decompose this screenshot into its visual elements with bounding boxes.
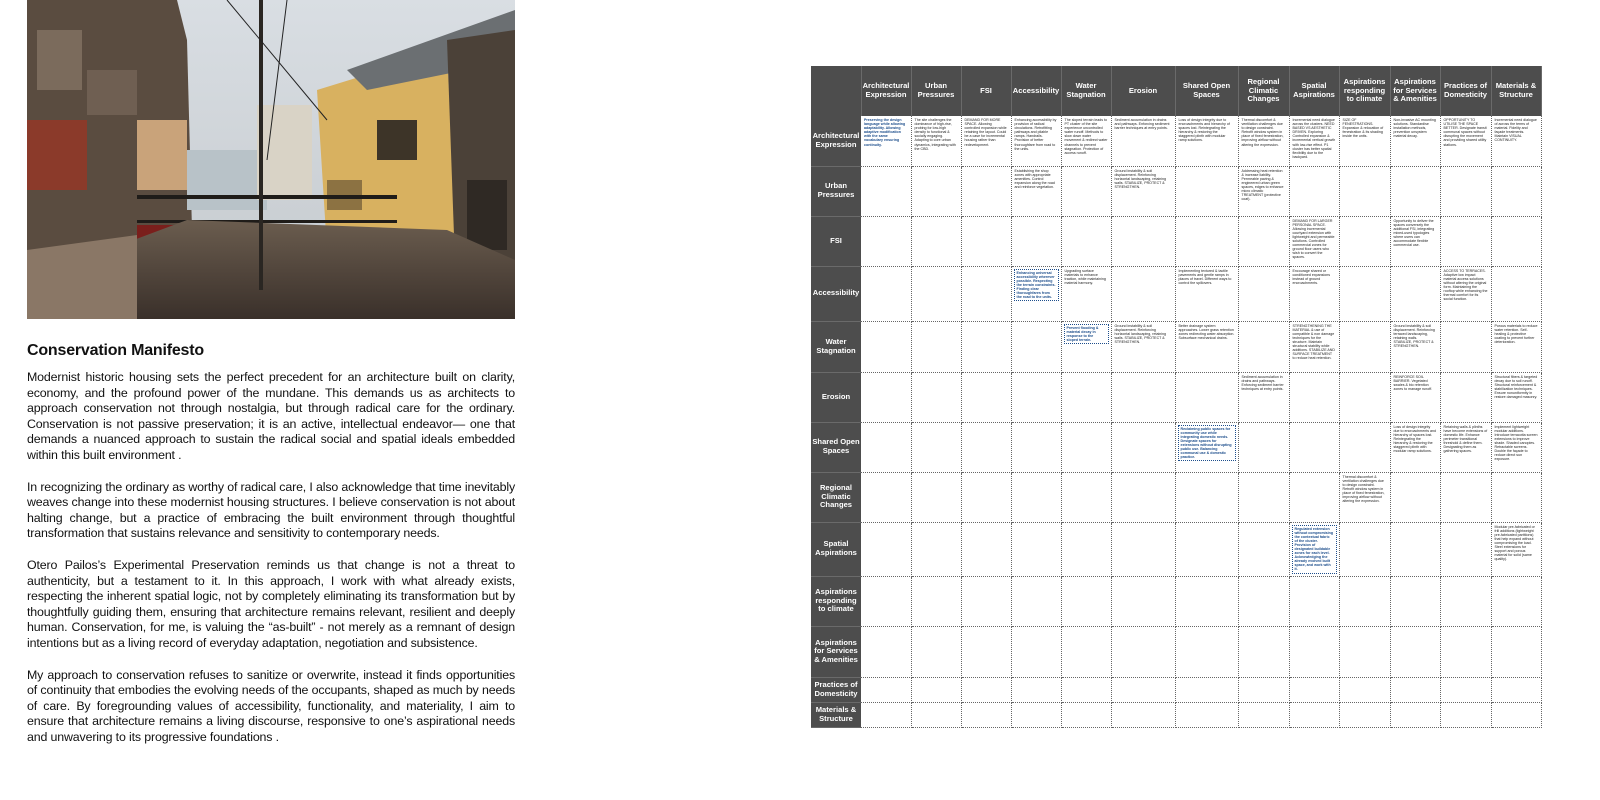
matrix-column-header: FSI [961, 66, 1011, 116]
matrix-cell [1011, 522, 1061, 576]
matrix-cell-text: Incremental need dialogue of across the terms of material. Fidelity and façade treatments. Maintain VISUAL CONTINUITY. [1494, 118, 1537, 143]
matrix-cell [861, 626, 911, 677]
matrix-cell [1061, 166, 1111, 216]
matrix-row-header: Urban Pressures [811, 166, 861, 216]
matrix-cell [1289, 576, 1339, 626]
matrix-cell [1339, 166, 1390, 216]
matrix-cell [1061, 472, 1111, 522]
matrix-cell [1238, 677, 1289, 702]
matrix-cell [1238, 372, 1289, 422]
matrix-cell [1011, 626, 1061, 677]
matrix-cell [1111, 702, 1175, 727]
matrix-cell [1238, 422, 1289, 472]
matrix-row-header: Materials & Structure [811, 702, 861, 727]
matrix-cell [1491, 677, 1541, 702]
matrix-cell [911, 576, 961, 626]
matrix-row [811, 702, 1541, 727]
matrix-column-header: Architectural Expression [861, 66, 911, 116]
matrix-cell [1061, 116, 1111, 166]
matrix-cell [1390, 626, 1440, 677]
matrix-cell [1440, 216, 1491, 266]
matrix-cell [1011, 472, 1061, 522]
matrix-cell [1111, 166, 1175, 216]
matrix-cell-text: Loss of design integrity due to encroachments and hierarchy of spaces lost. Reintegrating the hierarchy & restoring the staggered plinth with modular ramp solutions. [1178, 118, 1230, 143]
matrix-cell [1111, 321, 1175, 372]
matrix-cell [1061, 266, 1111, 321]
matrix-cell [861, 576, 911, 626]
matrix-cell [1289, 216, 1339, 266]
matrix-row-header: Spatial Aspirations [811, 522, 861, 576]
matrix-cell-text: ACCESS TO TERRACES. Adaptive low impact material access solutions without altering the original form. Maintaining the rooftop while enhancing the thermal comfort for its social function. [1443, 268, 1488, 302]
matrix-cell-text: Modular pre-fabricated or frill additions (lightweight pre-fabricated partitions) that help expand without compromising the load. Steel extensions for support and porous material for solid (same quality). [1494, 524, 1535, 562]
matrix-cell [1390, 266, 1440, 321]
matrix-row-header: Aspirations responding to climate [811, 576, 861, 626]
matrix-cell [1175, 166, 1238, 216]
matrix-row [811, 216, 1541, 266]
matrix-cell-key-strategy: Prevent flooding & material decay in response to the sloped terrain. [1064, 324, 1109, 344]
matrix-cell-text: Incremental need dialogue across the clusters. NEED BASED VS AESTHETIC DRIVEN. Exploring Controlled expansion & incremental vertical growth with low-rise effect. P1 cluster has better spatial flexibility due to the backyard. [1292, 118, 1336, 159]
matrix-row-header: Water Stagnation [811, 321, 861, 372]
matrix-cell-text: REINFORCE SOIL BARRIER. Vegetated swales & bio retention zones to manage runoff. [1393, 374, 1433, 391]
matrix-cell [1491, 522, 1541, 576]
matrix-cell [1339, 116, 1390, 166]
matrix-cell [1491, 472, 1541, 522]
matrix-cell [1011, 702, 1061, 727]
matrix-cell [911, 522, 961, 576]
matrix-row-header: Practices of Domesticity [811, 677, 861, 702]
matrix-cell [1339, 626, 1390, 677]
matrix-cell-text: SIZE OF FENESTRATIONS. Expansion & relocation of fenestration & its shading inside the units. [1342, 118, 1384, 139]
matrix-cell [961, 166, 1011, 216]
matrix-cell [1390, 422, 1440, 472]
matrix-cell [861, 472, 911, 522]
matrix-row-header: Accessibility [811, 266, 861, 321]
matrix-cell [1491, 576, 1541, 626]
matrix-cell-text: Implementing textured & tactile pavements and gentle ramps in places of travel. Different ways to control the spillovers. [1178, 268, 1232, 285]
matrix-cell [961, 422, 1011, 472]
matrix-cell-text: The site challenges the dominance of high-rise, probing for low-high density to functional & socially engaging. Adapting to core urban dynamics, integrating with the CBD. [914, 118, 956, 151]
matrix-cell [1011, 266, 1061, 321]
matrix-row [811, 576, 1541, 626]
matrix-cell [911, 702, 961, 727]
matrix-cell [861, 677, 911, 702]
matrix-cell [1390, 216, 1440, 266]
matrix-cell [1175, 372, 1238, 422]
matrix-cell [1061, 321, 1111, 372]
matrix-cell-text: Opportunity to deliver the spaces conversely the additional FSI, integrating mixed-used typologies where users can accommodate flexible commercial use. [1393, 218, 1435, 248]
matrix-cell [1238, 472, 1289, 522]
matrix-corner [811, 66, 861, 116]
matrix-cell [1289, 702, 1339, 727]
matrix-cell [911, 116, 961, 166]
matrix-cell [1061, 216, 1111, 266]
matrix-column-header: Water Stagnation [1061, 66, 1111, 116]
matrix-row [811, 422, 1541, 472]
matrix-cell [1440, 472, 1491, 522]
matrix-cell [1238, 522, 1289, 576]
matrix-cell [911, 472, 961, 522]
matrix-cell [1175, 702, 1238, 727]
matrix-cell [1011, 116, 1061, 166]
matrix-cell-key-strategy: Preserving the design language while allowing adaptability. Allowing adaptive modification with the same vocabulary ensuring continuity. [864, 118, 906, 147]
matrix-cell [1440, 576, 1491, 626]
matrix-cell [1289, 372, 1339, 422]
matrix-cell [1339, 677, 1390, 702]
matrix-cell [1111, 677, 1175, 702]
matrix-row-header: Architectural Expression [811, 116, 861, 166]
matrix-cell [861, 422, 911, 472]
matrix-row [811, 166, 1541, 216]
matrix-cell-text: OPPORTUNITY TO UTILISE THE SPACE BETTER. Designate transit communal spaces without disrupting the movement and providing shared utility stations. [1443, 118, 1487, 147]
matrix-cell [1289, 321, 1339, 372]
matrix-cell [1339, 216, 1390, 266]
matrix-cell [861, 216, 911, 266]
matrix-cell-text: Ground instability & soil displacement. Reinforcing terraced landscaping, retaining walls. STABILIZE, PROTECT & STRENGTHEN. [1393, 323, 1435, 348]
matrix-cell [961, 216, 1011, 266]
matrix-cell [961, 116, 1011, 166]
matrix-cell [1491, 166, 1541, 216]
matrix-cell [1491, 216, 1541, 266]
matrix-cell [1289, 626, 1339, 677]
matrix-cell [1491, 422, 1541, 472]
matrix-cell [861, 116, 911, 166]
matrix-cell [1390, 166, 1440, 216]
matrix-cell [911, 266, 961, 321]
matrix-cell-text: The sloped terrain leads to PT cluster of the site experience uncontrolled water runoff. Methods to slow down water movement & redirect water channels to prevent stagnation. Protection of access runoff. [1064, 118, 1108, 155]
matrix-cell [1440, 702, 1491, 727]
matrix-cell [961, 266, 1011, 321]
matrix-cell [1175, 626, 1238, 677]
matrix-cell [1061, 677, 1111, 702]
matrix-cell [1289, 166, 1339, 216]
matrix-row-header: Shared Open Spaces [811, 422, 861, 472]
matrix-cell-text: Loss of design integrity due to encroachments and hierarchy of spaces lost. Reintegrating the hierarchy & restoring the staggered plinth with modular ramp solutions. [1393, 424, 1437, 454]
matrix-cell-text: Sediment accumulation in drains and pathways. Enforcing sediment barrier techniques at entry points. [1241, 374, 1284, 391]
matrix-row [811, 266, 1541, 321]
matrix-cell [1011, 422, 1061, 472]
matrix-cell-text: Non-invasive AC mounting solutions. Standardise installation methods, prevention unsystem material decay. [1393, 118, 1436, 139]
matrix-cell [1111, 422, 1175, 472]
matrix-cell [861, 522, 911, 576]
matrix-column-header: Accessibility [1011, 66, 1061, 116]
matrix-column-header: Erosion [1111, 66, 1175, 116]
matrix-cell [1440, 116, 1491, 166]
matrix-cell [1440, 321, 1491, 372]
matrix-cell [1175, 321, 1238, 372]
matrix-cell-text: Thermal discomfort & ventilation challenges due to design constraint. Retrofit window system in place of fixed fenestration, improving airflow without altering the expression. [1241, 118, 1284, 147]
matrix-cell [1289, 522, 1339, 576]
manifesto-paragraph: Otero Pailos’s Experimental Preservation reminds us that change is not a threat to authenticity, but a testament to it. In this approach, I work with what already exists, respecting the inherent spatial logic, not by completely eliminating its transformation but by thoughtfully guiding them, ensuring that architecture remains relevant, resilient and deeply human. Conservation, for me, is valuing the “as-built” - not merely as a remnant of design intentions but as a living record of everyday adaptation, negotiation and subsistence. [27, 557, 515, 650]
matrix-cell [1238, 576, 1289, 626]
matrix-cell-text: DEMAND FOR LARGER PERSONAL SPACE. Allowing incremental courtyard extension with lightweight and permeable solutions. Controlled commercial zones for ground floor users who wish to convert the spaces. [1292, 218, 1335, 260]
matrix-cell [1175, 677, 1238, 702]
matrix-cell [1390, 576, 1440, 626]
matrix-cell [961, 321, 1011, 372]
matrix-cell-text: Ground instability & soil displacement. Reinforcing horizontal landscaping, retaining walls. STABILIZE, PROTECT & STRENGTHEN. [1114, 323, 1167, 344]
matrix-cell-text: Establishing the shop zones with appropriate amenities. Control expansion along the road and reinforce vegetation. [1014, 168, 1055, 189]
matrix-cell [1238, 626, 1289, 677]
matrix-cell [1289, 422, 1339, 472]
matrix-cell [861, 166, 911, 216]
matrix-cell [1339, 576, 1390, 626]
matrix-column-header: Shared Open Spaces [1175, 66, 1238, 116]
matrix-cell [1238, 116, 1289, 166]
matrix-cell [1011, 677, 1061, 702]
matrix-cell-text: Upgrading surface materials to enhance traction, while maintaining material harmony. [1064, 268, 1106, 285]
matrix-cell-text: Retaining walls & plinths have become extensions of domestic life. Enhance perimeter transitional threshold & define them. Designating them as gathering spaces. [1443, 424, 1488, 454]
matrix-cell [911, 166, 961, 216]
matrix-column-header: Aspirations responding to climate [1339, 66, 1390, 116]
matrix-cell [1491, 116, 1541, 166]
matrix-cell [1238, 702, 1289, 727]
matrix-column-header: Regional Climatic Changes [1238, 66, 1289, 116]
matrix-row-header: Regional Climatic Changes [811, 472, 861, 522]
matrix-cell [1289, 472, 1339, 522]
matrix-row [811, 677, 1541, 702]
matrix-cell [1339, 702, 1390, 727]
matrix-cell [911, 626, 961, 677]
conservation-matrix [811, 66, 1542, 728]
matrix-cell-text: Structural fibers & targeted decay due to soil runoff. Structural reinforcement & stabilization techniques. Ensure nonuniformity in restore damaged masonry. [1494, 374, 1538, 399]
matrix-cell-text: Encourage shared or conditioned expansions instead of ground encroachments. [1292, 268, 1331, 285]
matrix-cell [1061, 522, 1111, 576]
matrix-cell [1175, 472, 1238, 522]
matrix-cell [1111, 116, 1175, 166]
matrix-cell [1339, 321, 1390, 372]
matrix-cell [1440, 166, 1491, 216]
matrix-cell [1011, 321, 1061, 372]
manifesto-paragraph: Modernist historic housing sets the perfect precedent for an architecture built on clarity, economy, and the profound power of the mundane. This demands us as architects to approach conservation not through nostalgia, but through radical care for the ordinary. Conservation is not passive preservation; it is an active, intellectual endeavor— one that demands a nuanced approach to sustain the radical social and spatial ideals embedded within this built environment . [27, 370, 515, 462]
street-photo [27, 0, 515, 319]
matrix-row [811, 372, 1541, 422]
matrix-cell [1390, 702, 1440, 727]
matrix-cell-text: Addressing heat retention & increase liability. Permeable paving & engineered urban green spaces, edges to enhance micro climatic TREATMENT (protective coat). [1241, 168, 1284, 202]
matrix-cell [1011, 372, 1061, 422]
manifesto-paragraph: My approach to conservation refuses to sanitize or overwrite, instead it finds opportunities of continuity that embodies the evolving needs of the occupants, shaped as much by needs of care. By foregrounding values of accessibility, functionality, and materiality, I aim to ensure that architecture remains a living discourse, responsive to one’s aspirational needs and unwavering to its progressive foundations . [27, 667, 515, 744]
manifesto-body [27, 370, 515, 761]
matrix-cell [1011, 166, 1061, 216]
matrix-cell-key-strategy: Regulated extension without compromising the contextual fabric of the cluster. Provision of designated buildable zones for each level. Acknowledging the already evolved built space, and work with it. [1292, 525, 1337, 574]
matrix-cell [961, 472, 1011, 522]
matrix-cell [911, 677, 961, 702]
matrix-cell [861, 702, 911, 727]
matrix-cell-text: DEMAND FOR MORE SPACE. Allowing controlled expansion while retaining the layout. Could be a case for incremental housing rather than redevelopment. [964, 118, 1007, 147]
matrix-cell-key-strategy: Enhancing universal accessibility wherever possible. Respecting the terrain constraints. Finding clear thoroughfares from the road to the units. [1014, 269, 1059, 302]
matrix-column-header: Spatial Aspirations [1289, 66, 1339, 116]
matrix-cell [961, 576, 1011, 626]
matrix-cell [961, 522, 1011, 576]
matrix-cell [1238, 166, 1289, 216]
matrix-cell [1491, 321, 1541, 372]
matrix-cell [1175, 576, 1238, 626]
matrix-cell [1440, 522, 1491, 576]
matrix-cell [1440, 677, 1491, 702]
matrix-cell [861, 372, 911, 422]
matrix-cell [1111, 472, 1175, 522]
matrix-cell [861, 266, 911, 321]
matrix-cell [1491, 626, 1541, 677]
matrix-cell [1111, 626, 1175, 677]
matrix-cell [1061, 576, 1111, 626]
matrix-cell [1238, 321, 1289, 372]
matrix-cell [1440, 626, 1491, 677]
matrix-cell [1175, 216, 1238, 266]
matrix-cell [1111, 216, 1175, 266]
matrix-cell [1061, 626, 1111, 677]
matrix-cell [1011, 576, 1061, 626]
matrix-cell [1491, 372, 1541, 422]
matrix-cell [1011, 216, 1061, 266]
matrix-cell [961, 702, 1011, 727]
matrix-cell [1390, 522, 1440, 576]
matrix-cell [1339, 522, 1390, 576]
matrix-cell [861, 321, 911, 372]
matrix-cell [1339, 372, 1390, 422]
matrix-cell [1061, 702, 1111, 727]
matrix-row-header: Aspirations for Services & Amenities [811, 626, 861, 677]
matrix-cell-text: Better drainage system approaches. Lower grass retention zones redirecting water absorption. Subsurface mechanical drains. [1178, 323, 1235, 340]
matrix-cell [961, 372, 1011, 422]
matrix-row-header: FSI [811, 216, 861, 266]
matrix-cell [1390, 372, 1440, 422]
matrix-cell [1491, 266, 1541, 321]
matrix-cell [1111, 576, 1175, 626]
matrix-cell [1061, 372, 1111, 422]
matrix-cell [1339, 422, 1390, 472]
matrix-column-header: Materials & Structure [1491, 66, 1541, 116]
matrix-cell [1390, 321, 1440, 372]
matrix-cell-text: Thermal discomfort & ventilation challenges due to design constraint. Retrofit window system in place of fixed fenestration, improving airflow without altering the expression. [1342, 474, 1385, 504]
matrix-row [811, 116, 1541, 166]
matrix-cell [1238, 216, 1289, 266]
matrix-row [811, 626, 1541, 677]
matrix-row-header: Erosion [811, 372, 861, 422]
matrix-cell [911, 321, 961, 372]
matrix-cell [1491, 702, 1541, 727]
matrix-cell-text: Porous materials to reduce water retention. Self-healing & protective coating to prevent further deterioration. [1494, 323, 1538, 344]
matrix-cell [1175, 266, 1238, 321]
matrix-cell [1289, 116, 1339, 166]
manifesto-title: Conservation Manifesto [27, 342, 204, 359]
matrix-cell [1390, 472, 1440, 522]
matrix-cell [961, 626, 1011, 677]
matrix-cell [1175, 422, 1238, 472]
matrix-cell [1390, 677, 1440, 702]
matrix-cell [1440, 266, 1491, 321]
matrix-cell [1111, 372, 1175, 422]
matrix-cell-text: STRENGTHENING THE MATERIAL & use of compatible & non damage techniques for the structure. Maintain structural stability while additions. STABILIZE AND SURFACE TREATMENT to reduce heat retention. [1292, 323, 1335, 361]
matrix-cell [1339, 266, 1390, 321]
matrix-cell-text: Enhancing accessibility by provision of radical circulations. Retrofitting pathways and pliable ramps. Handrails. Provision of better thoroughfare from road to the units. [1014, 118, 1057, 151]
matrix-row [811, 321, 1541, 372]
matrix-cell [1289, 677, 1339, 702]
matrix-cell [1339, 472, 1390, 522]
matrix-cell-text: Ground instability & soil displacement. Reinforcing horizontal landscaping, retaining walls. STABILIZE, PROTECT & STRENGTHEN. [1114, 168, 1167, 189]
matrix-cell [1289, 266, 1339, 321]
matrix-column-header: Urban Pressures [911, 66, 961, 116]
matrix-cell [1175, 116, 1238, 166]
matrix-cell [911, 422, 961, 472]
matrix-cell-key-strategy: Reclaiming public spaces for community use while integrating domestic needs. Designate spaces for extensions without disrupting public use. Balancing communal use & domestic practice. [1178, 425, 1236, 462]
matrix-row [811, 522, 1541, 576]
matrix-cell [1440, 422, 1491, 472]
matrix-cell-text: Sediment accumulation in drains and pathways. Enforcing sediment barrier techniques at entry points. [1114, 118, 1170, 131]
matrix-column-header: Aspirations for Services & Amenities [1390, 66, 1440, 116]
matrix-cell [1111, 266, 1175, 321]
manifesto-paragraph: In recognizing the ordinary as worthy of radical care, I also acknowledge that time inevitably weaves change into these modernist housing structures. I believe conservation is not about halting change, but a practice of embracing the built environment through thoughtful transformation that sustains relevance and sensitivity to contemporary needs. [27, 479, 515, 541]
matrix-cell [961, 677, 1011, 702]
matrix-cell [911, 372, 961, 422]
matrix-cell [1238, 266, 1289, 321]
matrix-cell [1175, 522, 1238, 576]
matrix-cell-text: Implement lightweight modular additions. Introduce terracotta screen extensions to improve shade. Shaded canopies. Retractable screens. Double the façade to reduce direct sun exposure. [1494, 424, 1538, 462]
matrix-cell [1390, 116, 1440, 166]
matrix-cell [1111, 522, 1175, 576]
matrix-cell [1440, 372, 1491, 422]
matrix-row [811, 472, 1541, 522]
matrix-column-header: Practices of Domesticity [1440, 66, 1491, 116]
matrix-cell [1061, 422, 1111, 472]
matrix-cell [911, 216, 961, 266]
